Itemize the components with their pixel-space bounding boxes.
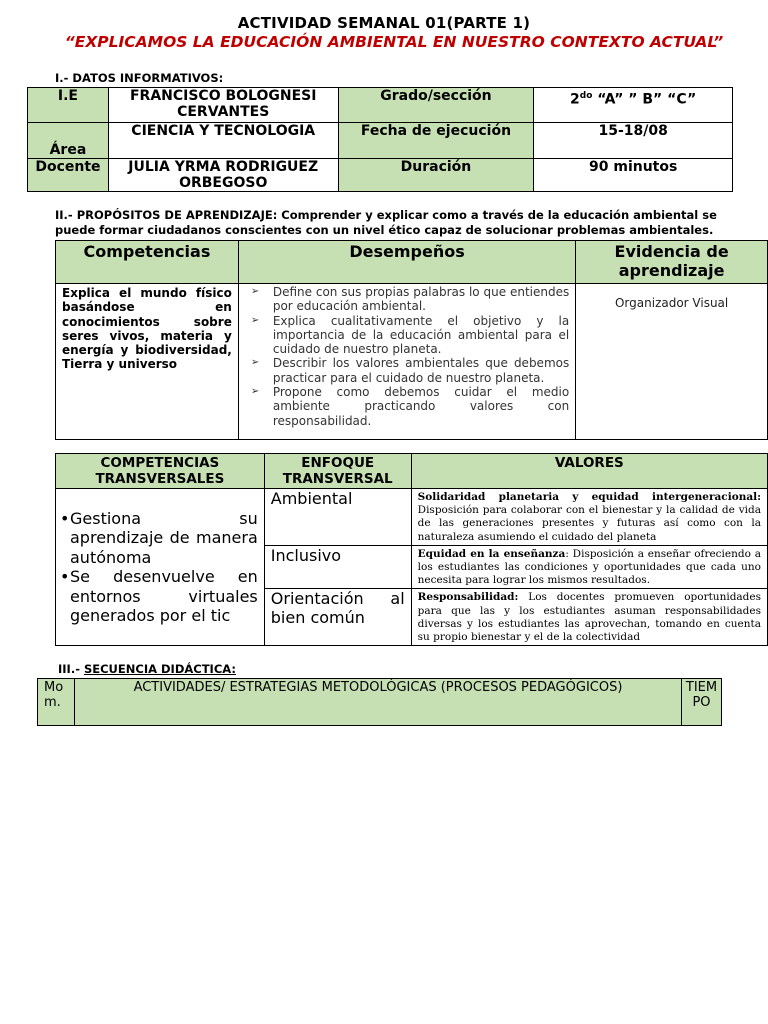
duracion-value: 90 minutos	[534, 159, 733, 192]
desempeno-item: ➢ Propone como debemos cuidar el medio ambiente practicando valores con responsabilidad.	[251, 385, 569, 428]
area-value: CIENCIA Y TECNOLOGIA	[108, 123, 338, 159]
valor-bien-comun	[411, 589, 767, 646]
competencia-transversal-item: • Gestiona su aprendizaje de manera autónoma	[62, 509, 258, 568]
fecha-value: 15-18/08	[534, 123, 733, 159]
valor-ambiental	[411, 489, 767, 546]
desempenos-list	[238, 284, 575, 440]
secuencia-prefix: III.-	[58, 662, 84, 676]
secuencia-table	[37, 678, 722, 726]
section-propositos-heading: II.- PROPÓSITOS DE APRENDIZAJE: Comprender y explicar como a través de la educación ambiental se puede formar ciudadanos conscientes con un nivel ético capaz de solucionar problemas ambientales.	[55, 208, 717, 237]
secuencia-title: SECUENCIA DIDÁCTICA:	[83, 662, 236, 676]
document-title: ACTIVIDAD SEMANAL 01(PARTE 1)	[237, 14, 531, 32]
valor-title: Equidad en la enseñanza	[417, 547, 566, 560]
valor-text: Disposición para colaborar con el bienestar y la calidad de vida de las generaciones presentes y futuras así como con la naturaleza asumiendo el cuidado del planeta	[417, 504, 761, 543]
evidencia-text: Organizador Visual	[576, 284, 768, 440]
document-subtitle: “EXPLICAMOS LA EDUCACIÓN AMBIENTAL EN NUESTRO CONTEXTO ACTUAL”	[64, 33, 724, 51]
section-datos-heading: I.- DATOS INFORMATIVOS:	[55, 71, 224, 85]
valor-inclusivo	[411, 545, 767, 589]
header-enfoque-transversal: ENFOQUE TRANSVERSAL	[264, 454, 411, 489]
desempeno-item: ➢ Describir los valores ambientales que debemos practicar para el cuidado de nuestro planeta.	[251, 356, 569, 385]
ie-label: I.E	[28, 88, 109, 123]
section-secuencia-heading	[58, 662, 236, 676]
competencia-text: Explica el mundo físico basándose en conocimientos sobre seres vivos, materia y energía y biodiversidad, Tierra y universo	[56, 284, 239, 440]
propositos-table	[55, 240, 768, 440]
ie-value: FRANCISCO BOLOGNESI CERVANTES	[108, 88, 338, 123]
competencias-transversales-list	[56, 489, 265, 646]
enfoque-bien-comun: Orientación al bien común	[264, 589, 411, 646]
valor-title: Responsabilidad:	[417, 591, 519, 604]
competencia-transversal-item: • Se desenvuelve en entornos virtuales generados por el tic	[62, 567, 258, 626]
header-valores: VALORES	[411, 454, 767, 489]
header-competencias: Competencias	[56, 241, 239, 284]
col-tiempo: TIEMPO	[682, 679, 722, 726]
docente-value: JULIA YRMA RODRIGUEZ ORBEGOSO	[108, 159, 338, 192]
docente-label: Docente	[28, 159, 109, 192]
duracion-label: Duración	[338, 159, 534, 192]
valor-text: : Disposición a enseñar ofreciendo a los estudiantes las condiciones y oportunidades que cada uno necesita para lograr los mismos resultados.	[417, 547, 761, 587]
col-momento: Mom.	[38, 679, 75, 726]
grado-num: 2	[570, 91, 580, 108]
valor-text: Los docentes promueven oportunidades para que las y los estudiantes asuman responsabilidades diversas y los estudiantes las aprovechan, tomando en cuenta su propio bienestar y el de la colectividad	[417, 591, 761, 644]
grado-label: Grado/sección	[338, 88, 534, 123]
grado-sup: do	[579, 91, 593, 101]
valor-title: Solidaridad planetaria y equidad intergeneracional:	[417, 491, 761, 503]
datos-table	[27, 87, 733, 192]
transversales-table	[55, 453, 768, 646]
col-actividades: ACTIVIDADES/ ESTRATEGIAS METODOLÓGICAS (PROCESOS PEDAGÓGICOS)	[74, 679, 681, 726]
header-competencias-transversales: COMPETENCIAS TRANSVERSALES	[56, 454, 265, 489]
desempeno-item: ➢ Define con sus propias palabras lo que entiendes por educación ambiental.	[251, 285, 569, 314]
enfoque-inclusivo: Inclusivo	[264, 545, 411, 589]
area-label: Área	[28, 123, 109, 159]
header-desempenos: Desempeños	[238, 241, 575, 284]
header-evidencia: Evidencia de aprendizaje	[576, 241, 768, 284]
grado-value	[534, 88, 733, 123]
grado-secciones: “A” ” B” “C”	[592, 91, 697, 108]
fecha-label: Fecha de ejecución	[338, 123, 534, 159]
desempeno-item: ➢ Explica cualitativamente el objetivo y la importancia de la educación ambiental para el cuidado de nuestro planeta.	[251, 314, 569, 357]
enfoque-ambiental: Ambiental	[264, 489, 411, 546]
